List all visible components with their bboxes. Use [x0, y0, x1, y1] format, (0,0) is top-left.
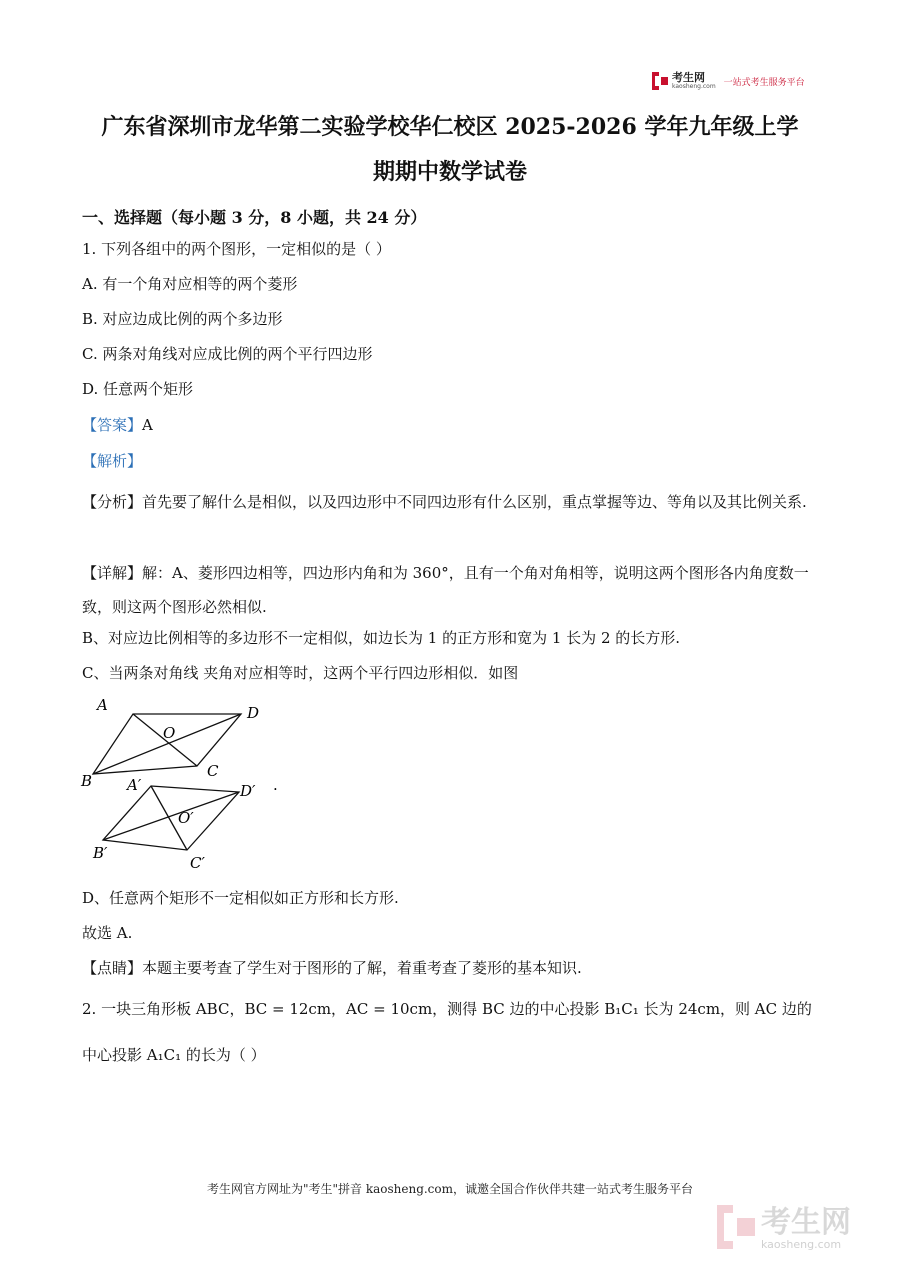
header-logo — [652, 72, 805, 90]
logo-name: 考生网 — [672, 71, 705, 84]
label-o: O — [163, 724, 176, 742]
top-diagonal-bd — [93, 714, 241, 774]
label-c: C — [207, 762, 219, 780]
parallelogram-figure — [75, 690, 305, 880]
page-title-line1: 广东省深圳市龙华第二实验学校华仁校区 2025-2026 学年九年级上学 — [101, 114, 799, 140]
section-heading: 一、选择题（每小题 3 分，8 小题，共 24 分） — [82, 208, 427, 227]
label-o-prime: O′ — [178, 809, 194, 827]
analysis-d: D、任意两个矩形不一定相似如正方形和长方形. — [82, 889, 399, 907]
footer-text: 考生网官方网址为"考生"拼音 kaosheng.com，诚邀全国合作伙伴共建一站式考生服务平台 — [206, 1182, 694, 1196]
question-1-stem: 1. 下列各组中的两个图形，一定相似的是（ ） — [82, 240, 391, 258]
analysis-label: 【解析】 — [82, 452, 143, 470]
analysis-xiangjie: 【详解】解：A、菱形四边相等，四边形内角和为 360°，且有一个角对角相等，说明这两个图形各内角度数一致，则这两个图形必然相似. — [82, 564, 809, 616]
logo-domain: kaosheng.com — [672, 83, 716, 90]
dianjing-line: 【点睛】本题主要考查了学生对于图形的了解，着重考查了菱形的基本知识. — [82, 959, 582, 977]
bottom-parallelogram — [103, 786, 239, 850]
logo-icon — [652, 72, 668, 90]
answer-value: A — [142, 416, 153, 434]
analysis-fenxi: 【分析】首先要了解什么是相似，以及四边形中不同四边形有什么区别，重点掌握等边、等角以及其比例关系. — [82, 493, 807, 511]
figure-period: . — [273, 776, 278, 794]
label-a-prime: A′ — [127, 776, 142, 794]
top-parallelogram — [93, 714, 241, 774]
watermark-name: 考生网 — [761, 1204, 851, 1240]
question-2-line2: 中心投影 A₁C₁ 的长为（ ） — [82, 1046, 266, 1064]
answer-line — [82, 414, 822, 436]
label-c-prime: C′ — [190, 854, 205, 872]
watermark-logo-icon — [717, 1205, 755, 1253]
answer-label: 【答案】 — [82, 416, 143, 434]
question-1-option-b: B. 对应边成比例的两个多边形 — [82, 310, 283, 328]
logo-slogan: 一站式考生服务平台 — [723, 77, 805, 88]
analysis-b: B、对应边比例相等的多边形不一定相似，如边长为 1 的正方形和宽为 1 长为 2 的长方形. — [82, 629, 681, 647]
page-title-line2: 期期中数学试卷 — [372, 159, 527, 185]
question-1-option-d: D. 任意两个矩形 — [82, 380, 194, 398]
bottom-diagonal-bd — [103, 792, 239, 840]
watermark — [717, 1205, 851, 1253]
label-b: B — [81, 772, 93, 790]
watermark-domain: kaosheng.com — [761, 1237, 842, 1251]
label-d-prime: D′ — [240, 782, 256, 800]
label-d: D — [247, 704, 260, 722]
label-b-prime: B′ — [93, 844, 108, 862]
question-2-line1: 2. 一块三角形板 ABC，BC = 12cm，AC = 10cm，测得 BC 边的中心投影 B₁C₁ 长为 24cm，则 AC 边的 — [82, 1000, 812, 1018]
question-1-option-c: C. 两条对角线对应成比例的两个平行四边形 — [82, 345, 373, 363]
analysis-c: C、当两条对角线 夹角对应相等时，这两个平行四边形相似．如图 — [82, 664, 519, 682]
question-1-option-a: A. 有一个角对应相等的两个菱形 — [82, 275, 298, 293]
choose-line: 故选 A. — [82, 924, 133, 942]
label-a: A — [97, 696, 108, 714]
bottom-parallelogram-outline — [103, 786, 239, 850]
